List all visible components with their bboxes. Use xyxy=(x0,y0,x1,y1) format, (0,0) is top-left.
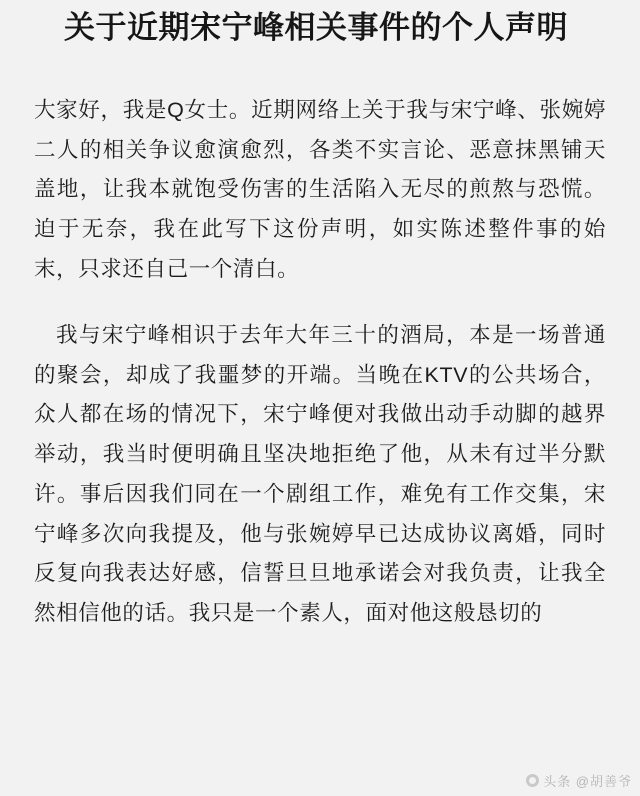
watermark-text: 头条 @胡善爷 xyxy=(543,774,632,789)
watermark xyxy=(526,771,632,790)
headline-logo-icon xyxy=(526,774,539,787)
statement-paragraph-1: 大家好，我是Q女士。近期网络上关于我与宋宁峰、张婉婷二人的相关争议愈演愈烈，各类不实言论、恶意抹黑铺天盖地，让我本就饱受伤害的生活陷入无尽的煎熬与恐慌。迫于无奈，我在此写下这份声明，如实陈述整件事的始末，只求还自己一个清白。 xyxy=(34,97,606,281)
statement-paragraph-2: 我与宋宁峰相识于去年大年三十的酒局，本是一场普通的聚会，却成了我噩梦的开端。当晚在KTV的公共场合，众人都在场的情况下，宋宁峰便对我做出动手动脚的越界举动，我当时便明确且坚决地拒绝了他，从未有过半分默许。事后因我们同在一个剧组工作，难免有工作交集，宋宁峰多次向我提及，他与张婉婷早已达成协议离婚，同时反复向我表达好感，信誓旦旦地承诺会对我负责，让我全然相信他的话。我只是一个素人，面对他这般恳切的 xyxy=(34,322,606,626)
page-title: 关于近期宋宁峰相关事件的个人声明 xyxy=(64,10,568,45)
